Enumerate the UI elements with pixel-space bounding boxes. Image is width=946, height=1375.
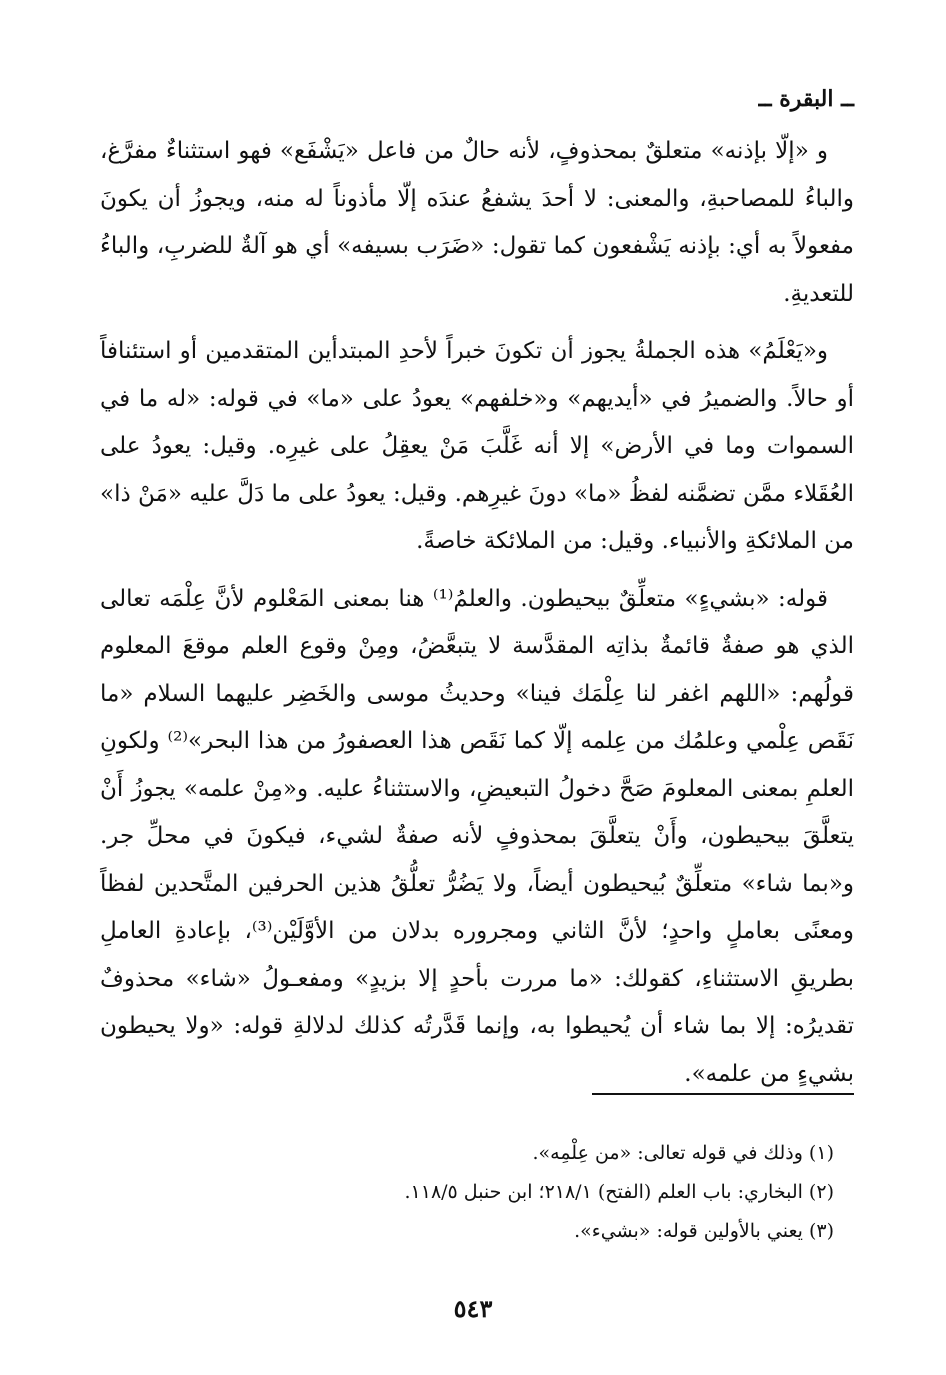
main-text [100,128,854,1108]
page-number: ٥٤٣ [453,1294,493,1323]
paragraph: و«يَعْلَمُ» هذه الجملةُ يجوز أن تكونَ خبراً لأحدِ المبتدأين المتقدمين أو استئنافاً أو حالاً. والضميرُ في «أيديهم» و«خلفهم» يعودُ على «ما» في قوله: «له ما في السموات وما في الأرض» إلا أنه غَلَّبَ مَنْ يعقِلُ على غيرِه. وقيل: يعودُ على العُقَلاء ممَّن تضمَّنه لفظُ «ما» دونَ غيرِهم. وقيل: يعودُ على ما دَلَّ عليه «مَنْ ذا» من الملائكةِ والأنبياء. وقيل: من الملائكة خاصةً. [100,338,855,554]
footnote: (٢) البخاري: باب العلم (الفتح) ٢١٨/١؛ ابن حنبل ١١٨/٥. [404,1181,834,1203]
paragraph: و «إلّا بإذنه» متعلقٌ بمحذوفٍ، لأنه حالٌ من فاعل «يَشْفَع» فهو استثناءٌ مفرَّغ، والباءُ للمصاحبةِ، والمعنى: لا أحدَ يشفعُ عندَه إلّا مأذوناً له منه، ويجوزُ أن يكونَ مفعولاً به أي: بإذنه يَشْفعون كما تقول: «ضَرَب بسيفه» أي هو آلةٌ للضربِ، والباءُ للتعديةِ. [100,138,854,307]
paragraph: قوله: «بشيءٍ» متعلِّقٌ بيحيطون. والعلمُ⁽¹⁾ هنا بمعنى المَعْلوم لأنَّ عِلْمَه تعالى الذي هو صفةٌ قائمةٌ بذاتِه المقدَّسة لا يتبعَّضُ، ومِنْ وقوع العلم موقعَ المعلوم قولُهم: «اللهم اغفر لنا عِلْمَك فينا» وحديثُ موسى والخَضِر عليهما السلام «ما نَقَص عِلْمي وعلمُك من عِلمه إلّا كما نَقَص هذا العصفورُ من هذا البحر»⁽²⁾ ولكونِ العلمِ بمعنى المعلومَ صَحَّ دخولُ التبعيضِ، والاستثناءُ عليه. و«مِنْ علمه» يجوزُ أَنْ يتعلَّقَ بيحيطون، وأَنْ يتعلَّقَ بمحذوفٍ لأنه صفةٌ لشيء، فيكونَ في محلِّ جر. و«بما شاء» متعلِّقٌ بُيحيطون أيضاً، ولا يَضُرُّ تعلُّقُ هذين الحرفين المتَّحدين لفظاً ومعنًى بعاملٍ واحدٍ؛ لأنَّ الثاني ومجروره بدلان من الأوَّلَيْن⁽³⁾، بإعادةِ العاملِ بطريقِ الاستثناءِ، كقولك: «ما مررت بأحدٍ إلا بزيدٍ» ومفعـولُ «شاء» محذوفٌ تقديرُه: إلا بما شاء أن يُحيطوا به، وإنما قَدَّرتُه كذلك لدلالةِ قوله: «ولا يحيطون بشيءٍ من علمه». [100,585,855,1087]
footnote: (٣) يعني بالأولين قوله: «بشيء». [574,1220,834,1242]
footnotes [100,1134,834,1251]
footnote: (١) وذلك في قوله تعالى: «من عِلْمِه». [532,1142,834,1164]
running-head: ــ البقرة ــ [758,86,854,112]
footnote-separator [592,1093,854,1095]
